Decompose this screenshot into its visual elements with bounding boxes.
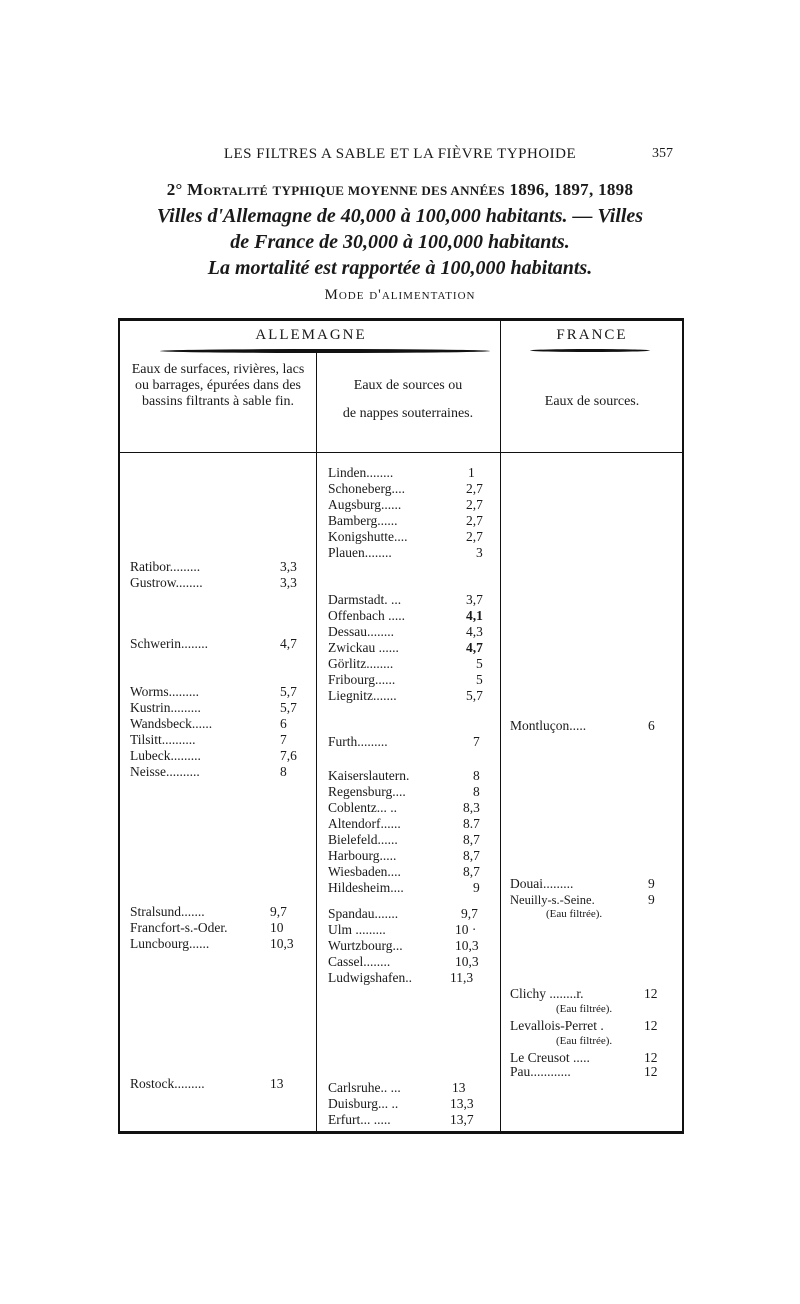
mortality-value: 12 <box>644 986 658 1001</box>
mortality-value: 8,7 <box>463 832 480 847</box>
city-name: Neisse.......... <box>130 764 200 779</box>
mortality-value: 7 <box>280 732 287 747</box>
mortality-value: 4,7 <box>280 636 297 651</box>
mortality-value: 2,7 <box>466 529 483 544</box>
header-rule <box>120 452 682 453</box>
page-number: 357 <box>652 146 673 161</box>
mortality-value: 8 <box>473 768 480 783</box>
mortality-value: 10,3 <box>455 954 479 969</box>
table-row <box>328 800 498 816</box>
col3-header: Eaux de sources. <box>544 394 640 409</box>
city-name: Bielefeld...... <box>328 832 398 847</box>
subtitle-line-3: La mortalité est rapportée à 100,000 habitants. <box>207 257 593 279</box>
city-name: Liegnitz....... <box>328 688 397 703</box>
city-name: Francfort-s.-Oder. <box>130 920 228 935</box>
city-name: Lubeck......... <box>130 748 201 763</box>
city-name: Coblentz... .. <box>328 800 397 815</box>
mortality-value: 6 <box>280 716 287 731</box>
table-row <box>510 876 680 892</box>
mortality-value: 5,7 <box>280 684 297 699</box>
mortality-value: 8,7 <box>463 848 480 863</box>
city-name: Plauen........ <box>328 545 392 560</box>
mortality-value: 10,3 <box>270 936 294 951</box>
mortality-value: 10,3 <box>455 938 479 953</box>
city-name: Linden........ <box>328 465 394 480</box>
city-name: Wiesbaden.... <box>328 864 401 879</box>
mortality-value: 7 <box>473 734 480 749</box>
table-row <box>328 906 498 922</box>
mortality-value: 7,6 <box>280 748 297 763</box>
city-name: Cassel........ <box>328 954 391 969</box>
france-underline <box>530 349 650 352</box>
table-row <box>130 764 312 780</box>
col2-header-line-1: Eaux de sources ou <box>353 378 463 393</box>
mortality-value: 13 <box>270 1076 284 1091</box>
table-row <box>130 636 312 652</box>
mortality-value: 13,3 <box>450 1096 474 1111</box>
filtered-water-note: (Eau filtrée). <box>556 1035 613 1047</box>
group-germany: ALLEMAGNE <box>255 327 367 343</box>
city-name: Augsburg...... <box>328 497 402 512</box>
col1-header: Eaux de surfaces, rivières, lacs ou barrages, épurées dans des bassins filtrants à sable fin. <box>131 362 305 409</box>
table-row <box>328 529 498 545</box>
subtitle-line-2: de France de 30,000 à 100,000 habitants. <box>230 231 570 253</box>
city-name: Görlitz........ <box>328 656 394 671</box>
table-row <box>328 938 498 954</box>
city-name: Dessau........ <box>328 624 394 639</box>
running-head: LES FILTRES A SABLE ET LA FIÈVRE TYPHOIDE <box>223 146 577 162</box>
column-divider <box>316 352 317 1131</box>
city-name: Schwerin........ <box>130 636 208 651</box>
table-row <box>328 734 498 750</box>
city-name: Pau............ <box>510 1064 571 1079</box>
city-name: Wurtzbourg... <box>328 938 403 953</box>
mortality-value: 8 <box>280 764 287 779</box>
city-name: Worms......... <box>130 684 200 699</box>
mortality-value: 5 <box>476 656 483 671</box>
title-rest: TYPHIQUE MOYENNE DES ANNÉES <box>272 183 505 198</box>
table-row <box>328 1096 498 1112</box>
city-name: Stralsund....... <box>130 904 205 919</box>
table-row <box>130 559 312 575</box>
city-name: Rostock......... <box>130 1076 205 1091</box>
city-name: Luncbourg...... <box>130 936 210 951</box>
table-row <box>328 465 498 481</box>
table-row <box>328 545 498 561</box>
subtitle-line-1: Villes d'Allemagne de 40,000 à 100,000 habitants. — Villes <box>156 205 644 227</box>
table-row <box>130 575 312 591</box>
group-france: FRANCE <box>556 327 628 343</box>
table-row <box>328 768 498 784</box>
city-name: Tilsitt.......... <box>130 732 196 747</box>
table-row <box>328 481 498 497</box>
city-name: Regensburg.... <box>328 784 406 799</box>
city-name: Konigshutte.... <box>328 529 408 544</box>
city-name: Spandau....... <box>328 906 399 921</box>
mortality-value: 3,3 <box>280 559 297 574</box>
city-name: Fribourg...... <box>328 672 396 687</box>
city-name: Ulm ......... <box>328 922 386 937</box>
city-name: Harbourg..... <box>328 848 397 863</box>
mortality-value: 8 <box>473 784 480 799</box>
table-title <box>0 180 800 200</box>
city-name: Clichy ........r. <box>510 986 584 1001</box>
mortality-value: 12 <box>644 1018 658 1033</box>
mortality-value: 6 <box>648 718 655 733</box>
mortality-value: 1 <box>468 465 475 480</box>
city-name: Kaiserslautern. <box>328 768 410 783</box>
mortality-value: 12 <box>644 1050 658 1065</box>
city-name: Montluçon..... <box>510 718 587 733</box>
city-name: Wandsbeck...... <box>130 716 213 731</box>
table-row <box>130 920 312 936</box>
table-row <box>130 716 312 732</box>
table-row <box>328 784 498 800</box>
mortality-value: 9,7 <box>461 906 478 921</box>
table-row <box>328 513 498 529</box>
table-row <box>328 672 498 688</box>
table-row <box>328 816 498 832</box>
city-name: Ratibor......... <box>130 559 201 574</box>
mortality-value: 10 · <box>455 922 477 937</box>
mortality-value: 9 <box>648 876 655 891</box>
mortality-value: 5 <box>476 672 483 687</box>
mortality-value: 8,7 <box>463 864 480 879</box>
city-name: Hildesheim.... <box>328 880 404 895</box>
table-row <box>130 748 312 764</box>
table-row <box>130 684 312 700</box>
mortality-value: 2,7 <box>466 497 483 512</box>
mortality-value: 10 <box>270 920 284 935</box>
table-row <box>328 1080 498 1096</box>
table-row <box>328 656 498 672</box>
filtered-water-note: (Eau filtrée). <box>546 908 603 920</box>
title-number: 2° <box>166 180 183 199</box>
table-row <box>130 904 312 920</box>
mortality-value: 8,3 <box>463 800 480 815</box>
mortality-value: 5,7 <box>466 688 483 703</box>
mortality-value: 4,1 <box>466 608 483 623</box>
table-row <box>328 688 498 704</box>
city-name: Carlsruhe.. ... <box>328 1080 401 1095</box>
city-name: Douai......... <box>510 876 574 891</box>
table-row <box>510 986 680 1002</box>
table-row <box>510 1018 680 1034</box>
table-row <box>328 970 498 986</box>
city-name: Schoneberg.... <box>328 481 405 496</box>
city-name: Levallois-Perret . <box>510 1018 604 1033</box>
table-row <box>328 954 498 970</box>
table-row <box>328 832 498 848</box>
mortality-value: 5,7 <box>280 700 297 715</box>
mortality-value: 3,3 <box>280 575 297 590</box>
table-row <box>510 1064 680 1080</box>
title-years: 1896, 1897, 1898 <box>509 180 634 199</box>
mortality-value: 3,7 <box>466 592 483 607</box>
mortality-value: 4,7 <box>466 640 483 655</box>
table-row <box>328 608 498 624</box>
city-name: Bamberg...... <box>328 513 398 528</box>
mortality-value: 9 <box>648 892 655 907</box>
mortality-value: 3 <box>476 545 483 560</box>
mortality-value: 13 <box>452 1080 466 1095</box>
city-name: Altendorf...... <box>328 816 401 831</box>
mortality-value: 8.7 <box>463 816 480 831</box>
table-row <box>130 936 312 952</box>
section-heading: Mode d'alimentation <box>324 287 476 303</box>
table-row <box>328 922 498 938</box>
city-name: Neuilly-s.-Seine. <box>510 893 595 907</box>
city-name: Offenbach ..... <box>328 608 405 623</box>
city-name: Zwickau ...... <box>328 640 399 655</box>
city-name: Duisburg... .. <box>328 1096 399 1111</box>
table-row <box>130 1076 312 1092</box>
city-name: Darmstadt. ... <box>328 592 402 607</box>
table-row <box>510 718 680 734</box>
city-name: Le Creusot ..... <box>510 1050 590 1065</box>
table-row <box>328 848 498 864</box>
table-row <box>130 732 312 748</box>
table-row <box>328 640 498 656</box>
mortality-value: 4,3 <box>466 624 483 639</box>
mortality-value: 9,7 <box>270 904 287 919</box>
table-row <box>130 700 312 716</box>
table-row <box>328 497 498 513</box>
city-name: Erfurt... ..... <box>328 1112 391 1127</box>
mortality-value: 12 <box>644 1064 658 1079</box>
mortality-value: 11,3 <box>450 970 474 985</box>
group-divider <box>500 321 501 1131</box>
city-name: Gustrow........ <box>130 575 203 590</box>
table-row <box>328 1112 498 1128</box>
mortality-value: 2,7 <box>466 513 483 528</box>
title-capital: Mortalité <box>187 180 268 199</box>
table-row <box>328 880 498 896</box>
table-row <box>328 592 498 608</box>
city-name: Ludwigshafen.. <box>328 970 412 985</box>
germany-underline <box>160 349 490 353</box>
city-name: Furth......... <box>328 734 388 749</box>
table-row <box>328 624 498 640</box>
mortality-value: 2,7 <box>466 481 483 496</box>
mortality-value: 9 <box>473 880 480 895</box>
filtered-water-note: (Eau filtrée). <box>556 1003 613 1015</box>
city-name: Kustrin......... <box>130 700 201 715</box>
col2-header-line-2: de nappes souterraines. <box>342 406 474 421</box>
table-row <box>328 864 498 880</box>
mortality-value: 13,7 <box>450 1112 474 1127</box>
